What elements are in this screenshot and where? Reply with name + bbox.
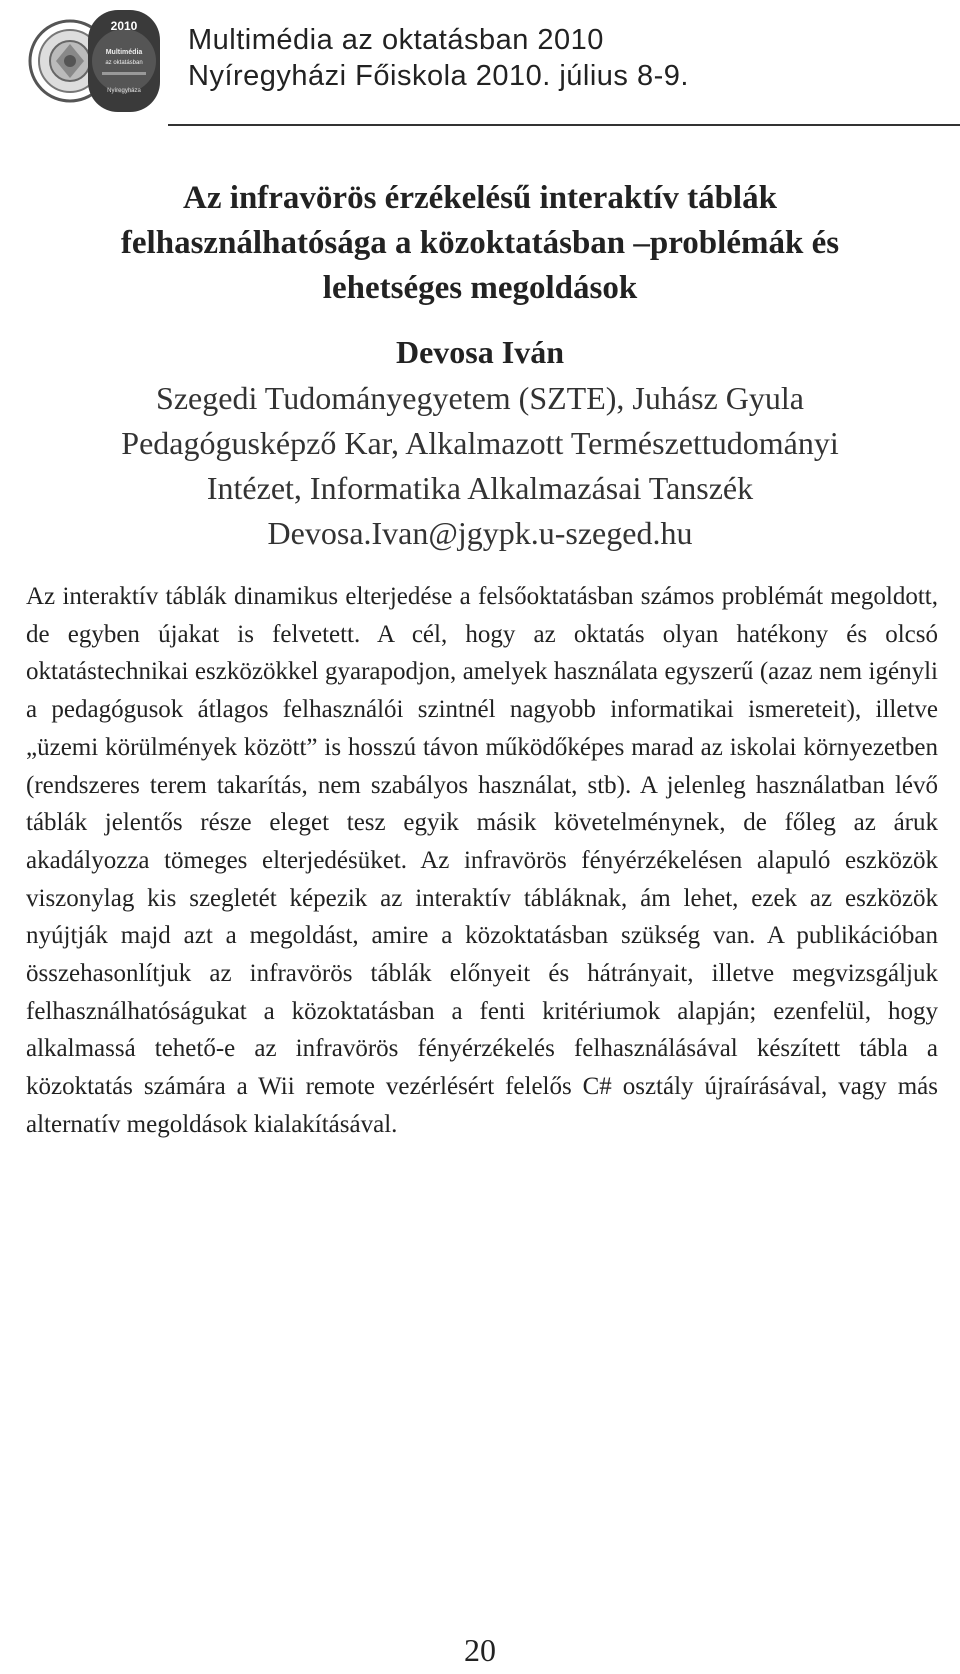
page-header: [0, 0, 960, 130]
conference-seal-logo-icon: [26, 6, 164, 116]
title-line: Az infravörös érzékelésű interaktív táblák: [183, 180, 777, 216]
abstract-paragraph: Az interaktív táblák dinamikus elterjedése a felsőoktatásban számos problémát megoldott, de egyben újakat is felvetett. A cél, hogy az oktatás olyan hatékony és olcsó oktatástechnikai eszközökkel gyarapodjon, amelyek használata egyszerű (azaz nem igényli a pedagógusok átlagos felhasználói szintnél nagyobb informatikai ismereteit), illetve „üzemi körülmények között” is hosszú távon működőképes marad az iskolai környezetben (rendszeres terem takarítás, nem szabályos használat, stb). A jelenleg használatban lévő táblák jelentős része eleget tesz egyik másik követelménynek, de főleg az áruk akadályozza tömeges elterjedésüket. Az infravörös fényérzékelésen alapuló eszközök viszonylag kis szegletét képezik az interaktív tábláknak, ám lehet, ezek az eszközök nyújtják majd azt a megoldást, amire a közoktatásban szükség van. A publikációban összehasonlítjuk az infravörös táblák előnyeit és hátrányait, illetve megvizsgáljuk felhasználhatóságukat a közoktatásban a fenti kritériumok alapján; ezenfelül, hogy alkalmassá tehető-e az infravörös fényérzékelés felhasználásával készített tábla a közoktatás számára a Wii remote vezérlésért felelős C# osztály újraírásával, vagy más alternatív megoldások kialakításával.: [26, 583, 938, 1138]
author-affiliation: [20, 376, 940, 511]
title-line: felhasználhatósága a közoktatásban –problémák és: [120, 225, 840, 261]
affiliation-line: Intézet, Informatika Alkalmazásai Tanszék: [206, 470, 754, 506]
author-name: Devosa Iván: [395, 334, 564, 370]
header-divider: [168, 124, 960, 126]
paper-title: [30, 176, 930, 311]
title-line: lehetséges megoldások: [322, 270, 638, 306]
affiliation-line: Pedagógusképző Kar, Alkalmazott Természettudományi: [121, 425, 839, 461]
affiliation-line: Szegedi Tudományegyetem (SZTE), Juhász Gyula: [156, 380, 804, 416]
svg-text:az oktatásban: az oktatásban: [105, 60, 143, 66]
svg-text:Multimédia: Multimédia: [105, 49, 143, 56]
conference-name: Multimédia az oktatásban 2010: [188, 24, 604, 56]
svg-text:Nyíregyháza: Nyíregyháza: [107, 88, 141, 94]
conference-venue-date: Nyíregyházi Főiskola 2010. július 8-9.: [188, 60, 689, 92]
conference-info: [188, 22, 689, 94]
svg-text:2010: 2010: [110, 19, 138, 33]
author-email: Devosa.Ivan@jgypk.u-szeged.hu: [267, 515, 693, 551]
page-number: 20: [464, 1632, 496, 1668]
